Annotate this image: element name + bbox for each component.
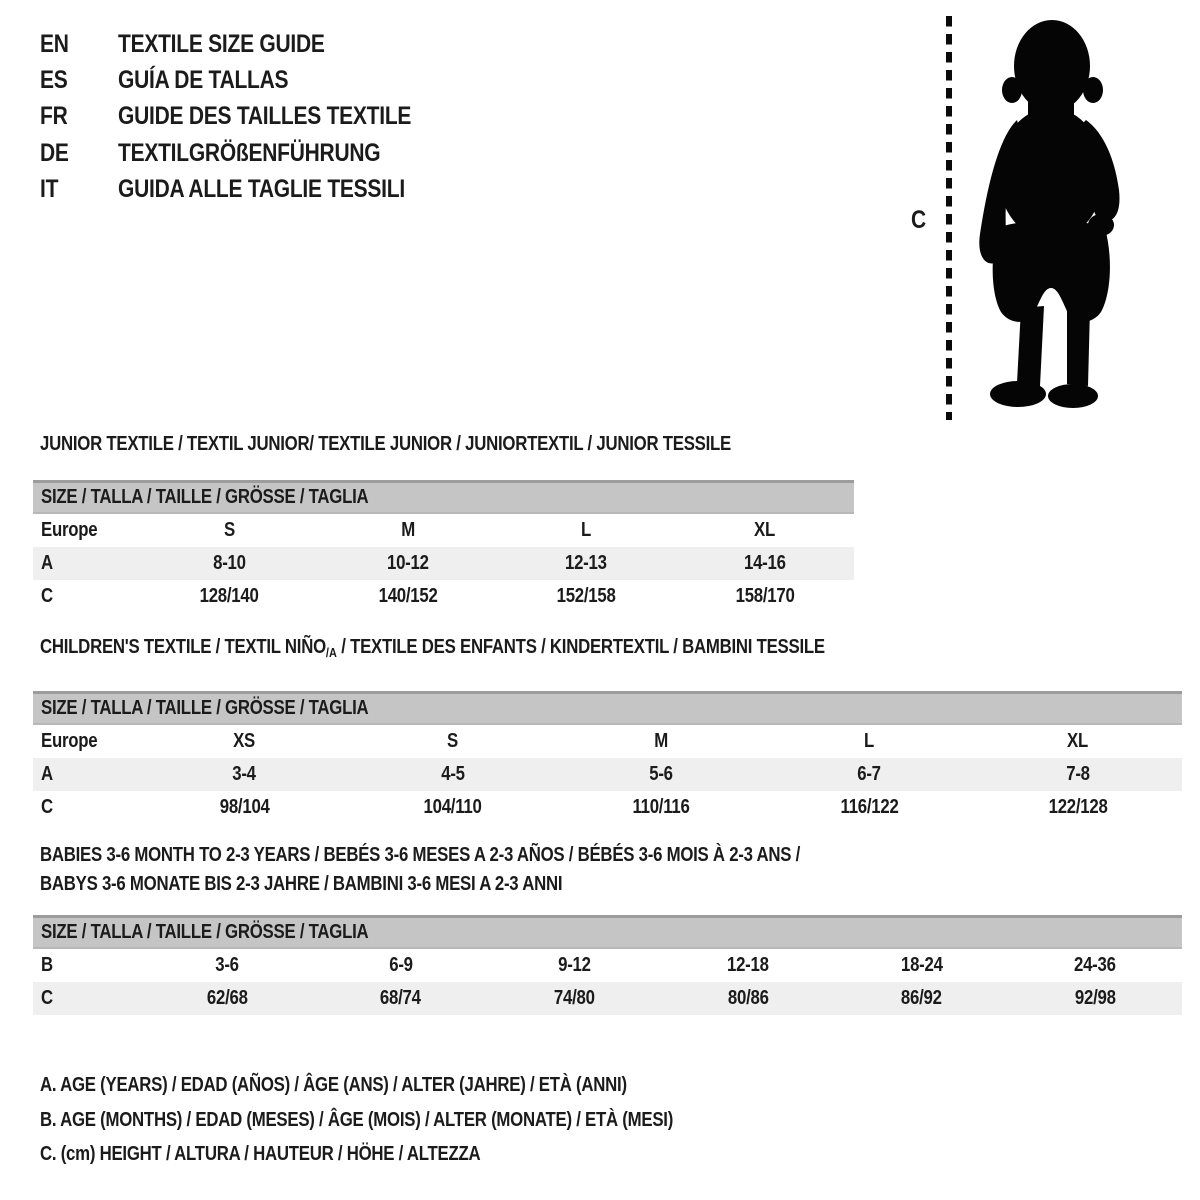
children-table-size-header: SIZE / TALLA / TAILLE / GRÖSSE / TAGLIA [33, 691, 1182, 725]
language-row-it [40, 172, 467, 208]
row-label: C [41, 585, 53, 607]
section-children-textile [33, 636, 1182, 824]
guide-title-it: GUIDA ALLE TAGLIE TESSILI [118, 175, 405, 204]
table-row: Europe S M L XL [33, 514, 854, 547]
table-row: B 3-6 6-9 9-12 12-18 18-24 24-36 [33, 949, 1182, 982]
language-code-en: EN [40, 29, 69, 58]
nino-a-subscript: /A [325, 645, 337, 660]
table-row: A 8-10 10-12 12-13 14-16 [33, 547, 854, 580]
table-row: A 3-4 4-5 5-6 6-7 7-8 [33, 758, 1182, 791]
table-row: Europe XS S M L XL [33, 725, 1182, 758]
babies-section-title-line1: BABIES 3-6 MONTH TO 2-3 YEARS / BEBÉS 3-6 MESES A 2-3 AÑOS / BÉBÉS 3-6 MOIS À 2-3 ANS / [40, 844, 801, 866]
junior-table-size-header: SIZE / TALLA / TAILLE / GRÖSSE / TAGLIA [33, 480, 854, 514]
children-size-table [33, 691, 1182, 824]
toddler-silhouette-icon [962, 18, 1132, 418]
legend-line-b: B. AGE (MONTHS) / EDAD (MESES) / ÂGE (MOIS) / ALTER (MONATE) / ETÀ (MESI) [40, 1108, 674, 1131]
section-babies-textile [33, 844, 1182, 1015]
row-label: C [41, 987, 53, 1009]
language-code-it: IT [40, 175, 59, 204]
guide-title-es: GUÍA DE TALLAS [118, 66, 289, 95]
babies-size-table [33, 915, 1182, 1015]
table-row: C 98/104 104/110 110/116 116/122 122/128 [33, 791, 1182, 824]
row-label: Europe [41, 519, 98, 541]
babies-section-title-line2: BABYS 3-6 MONATE BIS 2-3 JAHRE / BAMBINI 3-6 MESI A 2-3 ANNI [40, 873, 563, 895]
language-code-de: DE [40, 138, 69, 167]
children-section-title: CHILDREN'S TEXTILE / TEXTIL $NIÑO_{/A}$ / TEXTILE DES ENFANTS / KINDERTEXTIL / BAMBINI TESSILE [40, 636, 825, 660]
guide-title-de: TEXTILGRÖßENFÜHRUNG [118, 138, 381, 167]
row-label: A [41, 552, 53, 574]
legend-line-a: A. AGE (YEARS) / EDAD (AÑOS) / ÂGE (ANS) / ALTER (JAHRE) / ETÀ (ANNI) [40, 1074, 627, 1096]
table-row: C 128/140 140/152 152/158 158/170 [33, 580, 854, 613]
junior-section-title: JUNIOR TEXTILE / TEXTIL JUNIOR/ TEXTILE JUNIOR / JUNIORTEXTIL / JUNIOR TESSILE [40, 433, 732, 455]
babies-table-size-header: SIZE / TALLA / TAILLE / GRÖSSE / TAGLIA [33, 915, 1182, 949]
height-measure-label: C [911, 206, 926, 234]
junior-size-table [33, 480, 854, 613]
row-label: C [41, 796, 53, 818]
language-code-fr: FR [40, 102, 68, 131]
language-title-list [40, 26, 467, 208]
language-row-fr [40, 99, 467, 135]
row-label: Europe [41, 730, 98, 752]
guide-title-fr: GUIDE DES TAILLES TEXTILE [118, 102, 412, 131]
measurement-legend [40, 1068, 794, 1172]
table-row: C 62/68 68/74 74/80 80/86 86/92 92/98 [33, 982, 1182, 1015]
language-code-es: ES [40, 66, 68, 95]
language-row-de [40, 135, 467, 171]
row-label: A [41, 763, 53, 785]
guide-title-en: TEXTILE SIZE GUIDE [118, 29, 325, 58]
language-row-es [40, 62, 467, 98]
language-row-en [40, 26, 467, 62]
height-dashed-line [943, 16, 955, 420]
legend-line-c: C. (cm) HEIGHT / ALTURA / HAUTEUR / HÖHE / ALTEZZA [40, 1143, 481, 1165]
row-label: B [41, 954, 53, 976]
section-junior-textile [33, 433, 854, 613]
